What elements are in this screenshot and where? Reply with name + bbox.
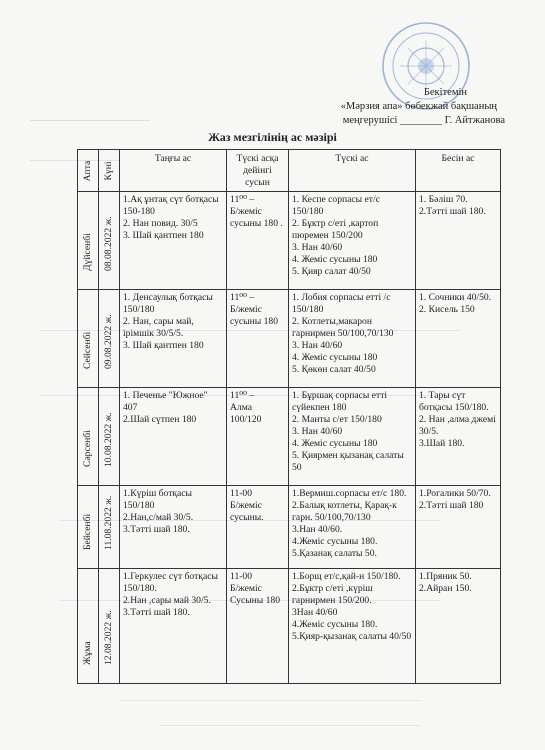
dish-item: 5.Қазанақ салаты 50. (292, 548, 377, 559)
dish-item: 2.Балық котлеты, Қарақ-к гарн. 50/100,70/130 (292, 500, 397, 523)
lunch-cell (289, 569, 416, 684)
dish-item: 1. Сочники 40/50. (419, 292, 492, 303)
dish-item: 1. Лобия сорпасы етті /с 150/180 (292, 292, 391, 315)
dish-item: Б/жеміс Сусыны 180 (230, 583, 281, 606)
drink-cell (227, 388, 289, 486)
dish-item: 2. Манты с/ет 150/180 (292, 414, 382, 425)
approval-line-1: Бекітемін (423, 87, 467, 98)
dish-item: 2. Котлеты,макарон гарнирмен 50/100,70/130 (292, 316, 394, 339)
breakfast-cell (120, 192, 227, 290)
dish-item: 1.Геркулес сүт ботқасы 150/180. (123, 571, 218, 594)
dish-item: 1.Ақ ұнтақ сүт ботқасы 150-180 (123, 194, 219, 217)
approval-line-2: «Мәрзия апа» бөбекжай бақшаның (340, 101, 497, 112)
date-cell: 10.08.2022 ж. (99, 388, 120, 486)
dish-item: 1.Рогалики 50/70. (419, 488, 491, 499)
dish-item: 2.Тәтті шай 180. (419, 206, 486, 217)
drink-cell (227, 486, 289, 569)
drink-time: 11⁰⁰ – (230, 194, 255, 205)
weekday-cell: Сәрсенбі (78, 388, 99, 486)
dish-item: 1.Вермиш.сорпасы ет/с 180. (292, 488, 407, 499)
breakfast-cell (120, 388, 227, 486)
snack-cell (416, 486, 501, 569)
date-cell: 08.08.2022 ж. (99, 192, 120, 290)
date-cell: 11.08.2022 ж. (99, 486, 120, 569)
menu-table (77, 149, 501, 684)
dish-item: Б/жеміс сусыны. (230, 500, 264, 523)
dish-item: 3. Нан 40/60 (292, 340, 343, 351)
dish-item: 3. Нан 40/60 (292, 426, 343, 437)
dish-item: 1.Борщ ет/с,қай-н 150/180. (292, 571, 401, 582)
weekday-cell: Жұма (78, 569, 99, 684)
menu-row (78, 388, 501, 486)
dish-item: Б/жеміс сусыны 180 . (230, 206, 283, 229)
dish-item: 3.Шай 180. (419, 438, 465, 449)
weekday-cell: Бейсенбі (78, 486, 99, 569)
dish-item: 5.Қияр-қызанақ салаты 40/50 (292, 631, 412, 642)
menu-row (78, 192, 501, 290)
snack-cell (416, 290, 501, 388)
dish-item: 3.Нан 40/60. (292, 524, 343, 535)
dish-item: 1. Кеспе сорпасы ет/с 150/180 (292, 194, 380, 217)
page-title: Жаз мезгілінің ас мәзірі (208, 130, 337, 144)
snack-cell (416, 388, 501, 486)
drink-time: 11-00 (230, 571, 253, 582)
dish-item: 2. Кисель 150 (419, 304, 475, 315)
header-breakfast: Таңғы ас (120, 150, 227, 192)
dish-item: Алма 100/120 (230, 402, 262, 425)
header-day: Күні (99, 150, 120, 192)
dish-item: 1. Денсаулық ботқасы 150/180 (123, 292, 213, 315)
dish-item: Б/жеміс сусыны 180 (230, 304, 279, 327)
dish-item: 2.Шай сүтпен 180 (123, 414, 197, 425)
dish-item: 2.Нан,с/май 30/5. (123, 512, 194, 523)
snack-cell (416, 569, 501, 684)
date-cell: 12.08.2022 ж. (99, 569, 120, 684)
lunch-cell (289, 192, 416, 290)
dish-item: 5. Қиярмен қызанақ салаты 50 (292, 450, 404, 473)
dish-item: 3. Нан 40/60 (292, 242, 343, 253)
dish-item: 3. Шай қантпен 180 (123, 230, 204, 241)
dish-item: 4.Жеміс сусыны 180. (292, 619, 378, 630)
drink-time: 11⁰⁰ – (230, 292, 255, 303)
menu-row (78, 290, 501, 388)
lunch-cell (289, 388, 416, 486)
date-cell: 09.08.2022 ж. (99, 290, 120, 388)
dish-item: 3Нан 40/60 (292, 607, 338, 618)
breakfast-cell (120, 290, 227, 388)
dish-item: 1. Бұршақ сорпасы етті сүйекпен 180 (292, 390, 388, 413)
drink-cell (227, 192, 289, 290)
dish-item: 1. Тары сүт ботқасы 150/180. (419, 390, 489, 413)
dish-item: 2.Бұктр с/еті ,күріш гарнирмен 150/200. (292, 583, 373, 606)
snack-cell (416, 192, 501, 290)
drink-cell (227, 290, 289, 388)
header-week: Апта (78, 150, 99, 192)
dish-item: 2.Тәтті шай 180 (419, 500, 484, 511)
dish-item: 4. Жеміс сусыны 180 (292, 438, 378, 449)
dish-item: 2.Нан ,сары май 30/5. (123, 595, 211, 606)
dish-item: 4. Жеміс сусыны 180 (292, 352, 378, 363)
menu-row (78, 569, 501, 684)
dish-item: 4. Жеміс сусыны 180 (292, 254, 378, 265)
dish-item: 3.Тәтті шай 180. (123, 607, 190, 618)
breakfast-cell (120, 569, 227, 684)
approval-line-3: меңгерушісі ________ Г. Айтжанова (342, 115, 505, 126)
dish-item: 2. Бұктр с/еті ,картоп пюремен 150/200 (292, 218, 379, 241)
dish-item: 2. Нан ,алма джемі 30/5. (419, 414, 496, 437)
header-snack: Бесін ас (416, 150, 501, 192)
dish-item: 1. Печенье "Южное" 407 (123, 390, 208, 413)
dish-item: 3.Тәтті шай 180. (123, 524, 190, 535)
header-lunch: Түскі ас (289, 150, 416, 192)
drink-time: 11⁰⁰ – (230, 390, 255, 401)
dish-item: 2. Нан, сары май, ірімшік 30/5/5. (123, 316, 194, 339)
drink-cell (227, 569, 289, 684)
menu-row (78, 486, 501, 569)
lunch-cell (289, 290, 416, 388)
dish-item: 1.Пряник 50. (419, 571, 472, 582)
breakfast-cell (120, 486, 227, 569)
dish-item: 1. Бәліш 70. (419, 194, 468, 205)
dish-item: 1.Күріш ботқасы 150/180 (123, 488, 193, 511)
dish-item: 4.Жеміс сусыны 180. (292, 536, 378, 547)
dish-item: 3. Шай қантпен 180 (123, 340, 204, 351)
lunch-cell (289, 486, 416, 569)
drink-time: 11-00 (230, 488, 253, 499)
header-lunch2: Түскі асқа дейінгі сусын (227, 150, 289, 192)
dish-item: 2. Нан повид. 30/5 (123, 218, 198, 229)
dish-item: 2.Айран 150. (419, 583, 472, 594)
dish-item: 5. Қияр салат 40/50 (292, 266, 371, 277)
approval-block (275, 86, 505, 128)
weekday-cell: Сейсенбі (78, 290, 99, 388)
weekday-cell: Дүйсенбі (78, 192, 99, 290)
dish-item: 5. Қөкөн салат 40/50 (292, 364, 376, 375)
